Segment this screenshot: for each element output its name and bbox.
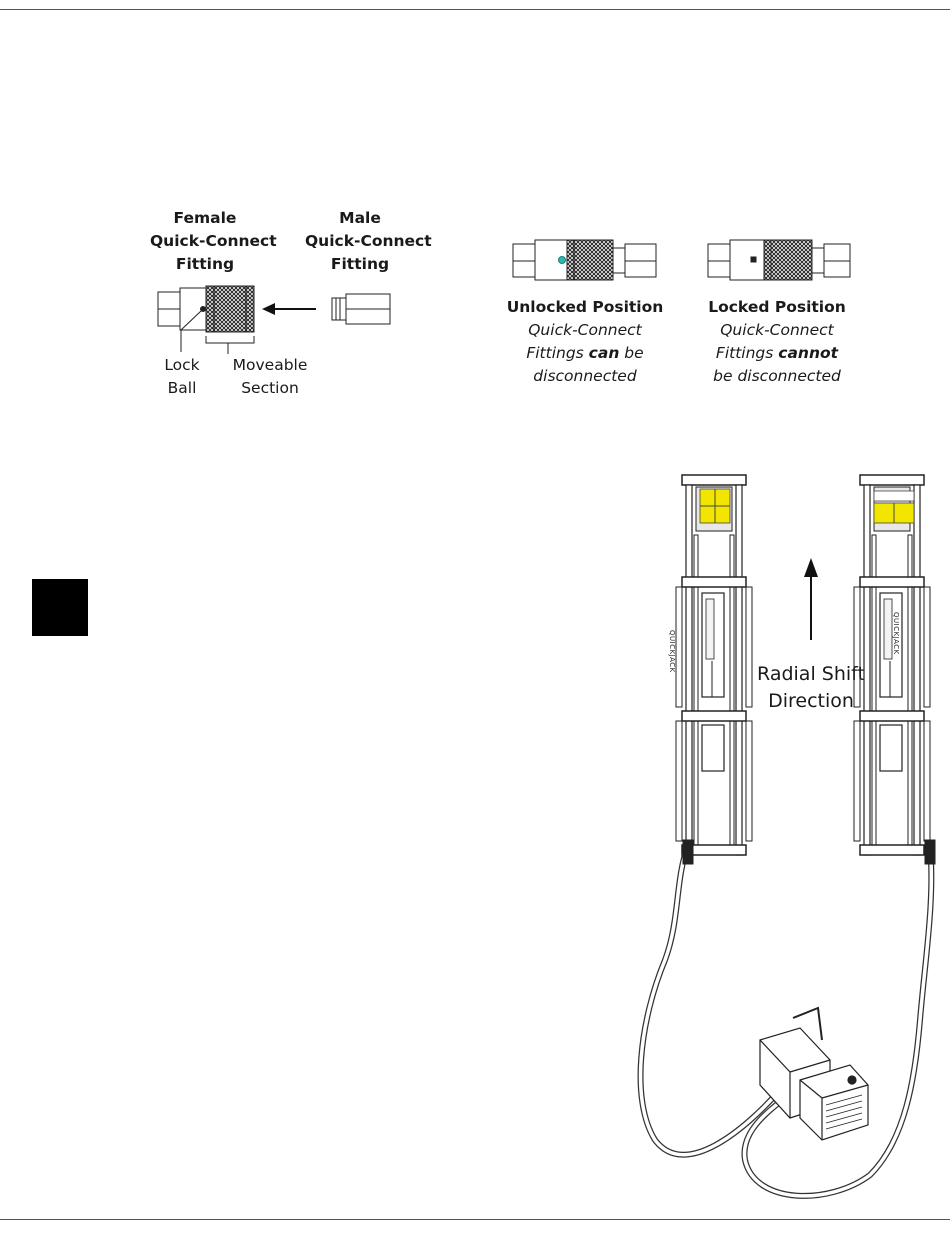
right-jack-brand-text: QUICKJACK <box>892 612 900 655</box>
hydraulic-hoses <box>641 840 935 1196</box>
moveable-section-label: Moveable Section <box>232 356 308 397</box>
power-unit <box>760 1008 868 1140</box>
radial-shift-direction-label: Radial Shift Direction <box>757 663 865 712</box>
left-jack-brand-text: QUICKJACK <box>668 630 676 673</box>
male-fitting-label: Male Quick-Connect Fitting <box>305 209 432 273</box>
unlocked-position-caption: Unlocked Position Quick-Connect Fittings can be disconnected <box>506 298 664 385</box>
female-fitting-label: Female Quick-Connect Fitting <box>150 209 277 273</box>
radial-shift-arrow <box>804 558 818 640</box>
footer-rule <box>0 1219 950 1220</box>
lock-ball-label: Lock Ball <box>164 356 200 397</box>
locked-position-caption: Locked Position Quick-Connect Fittings cannot be disconnected <box>708 298 846 385</box>
